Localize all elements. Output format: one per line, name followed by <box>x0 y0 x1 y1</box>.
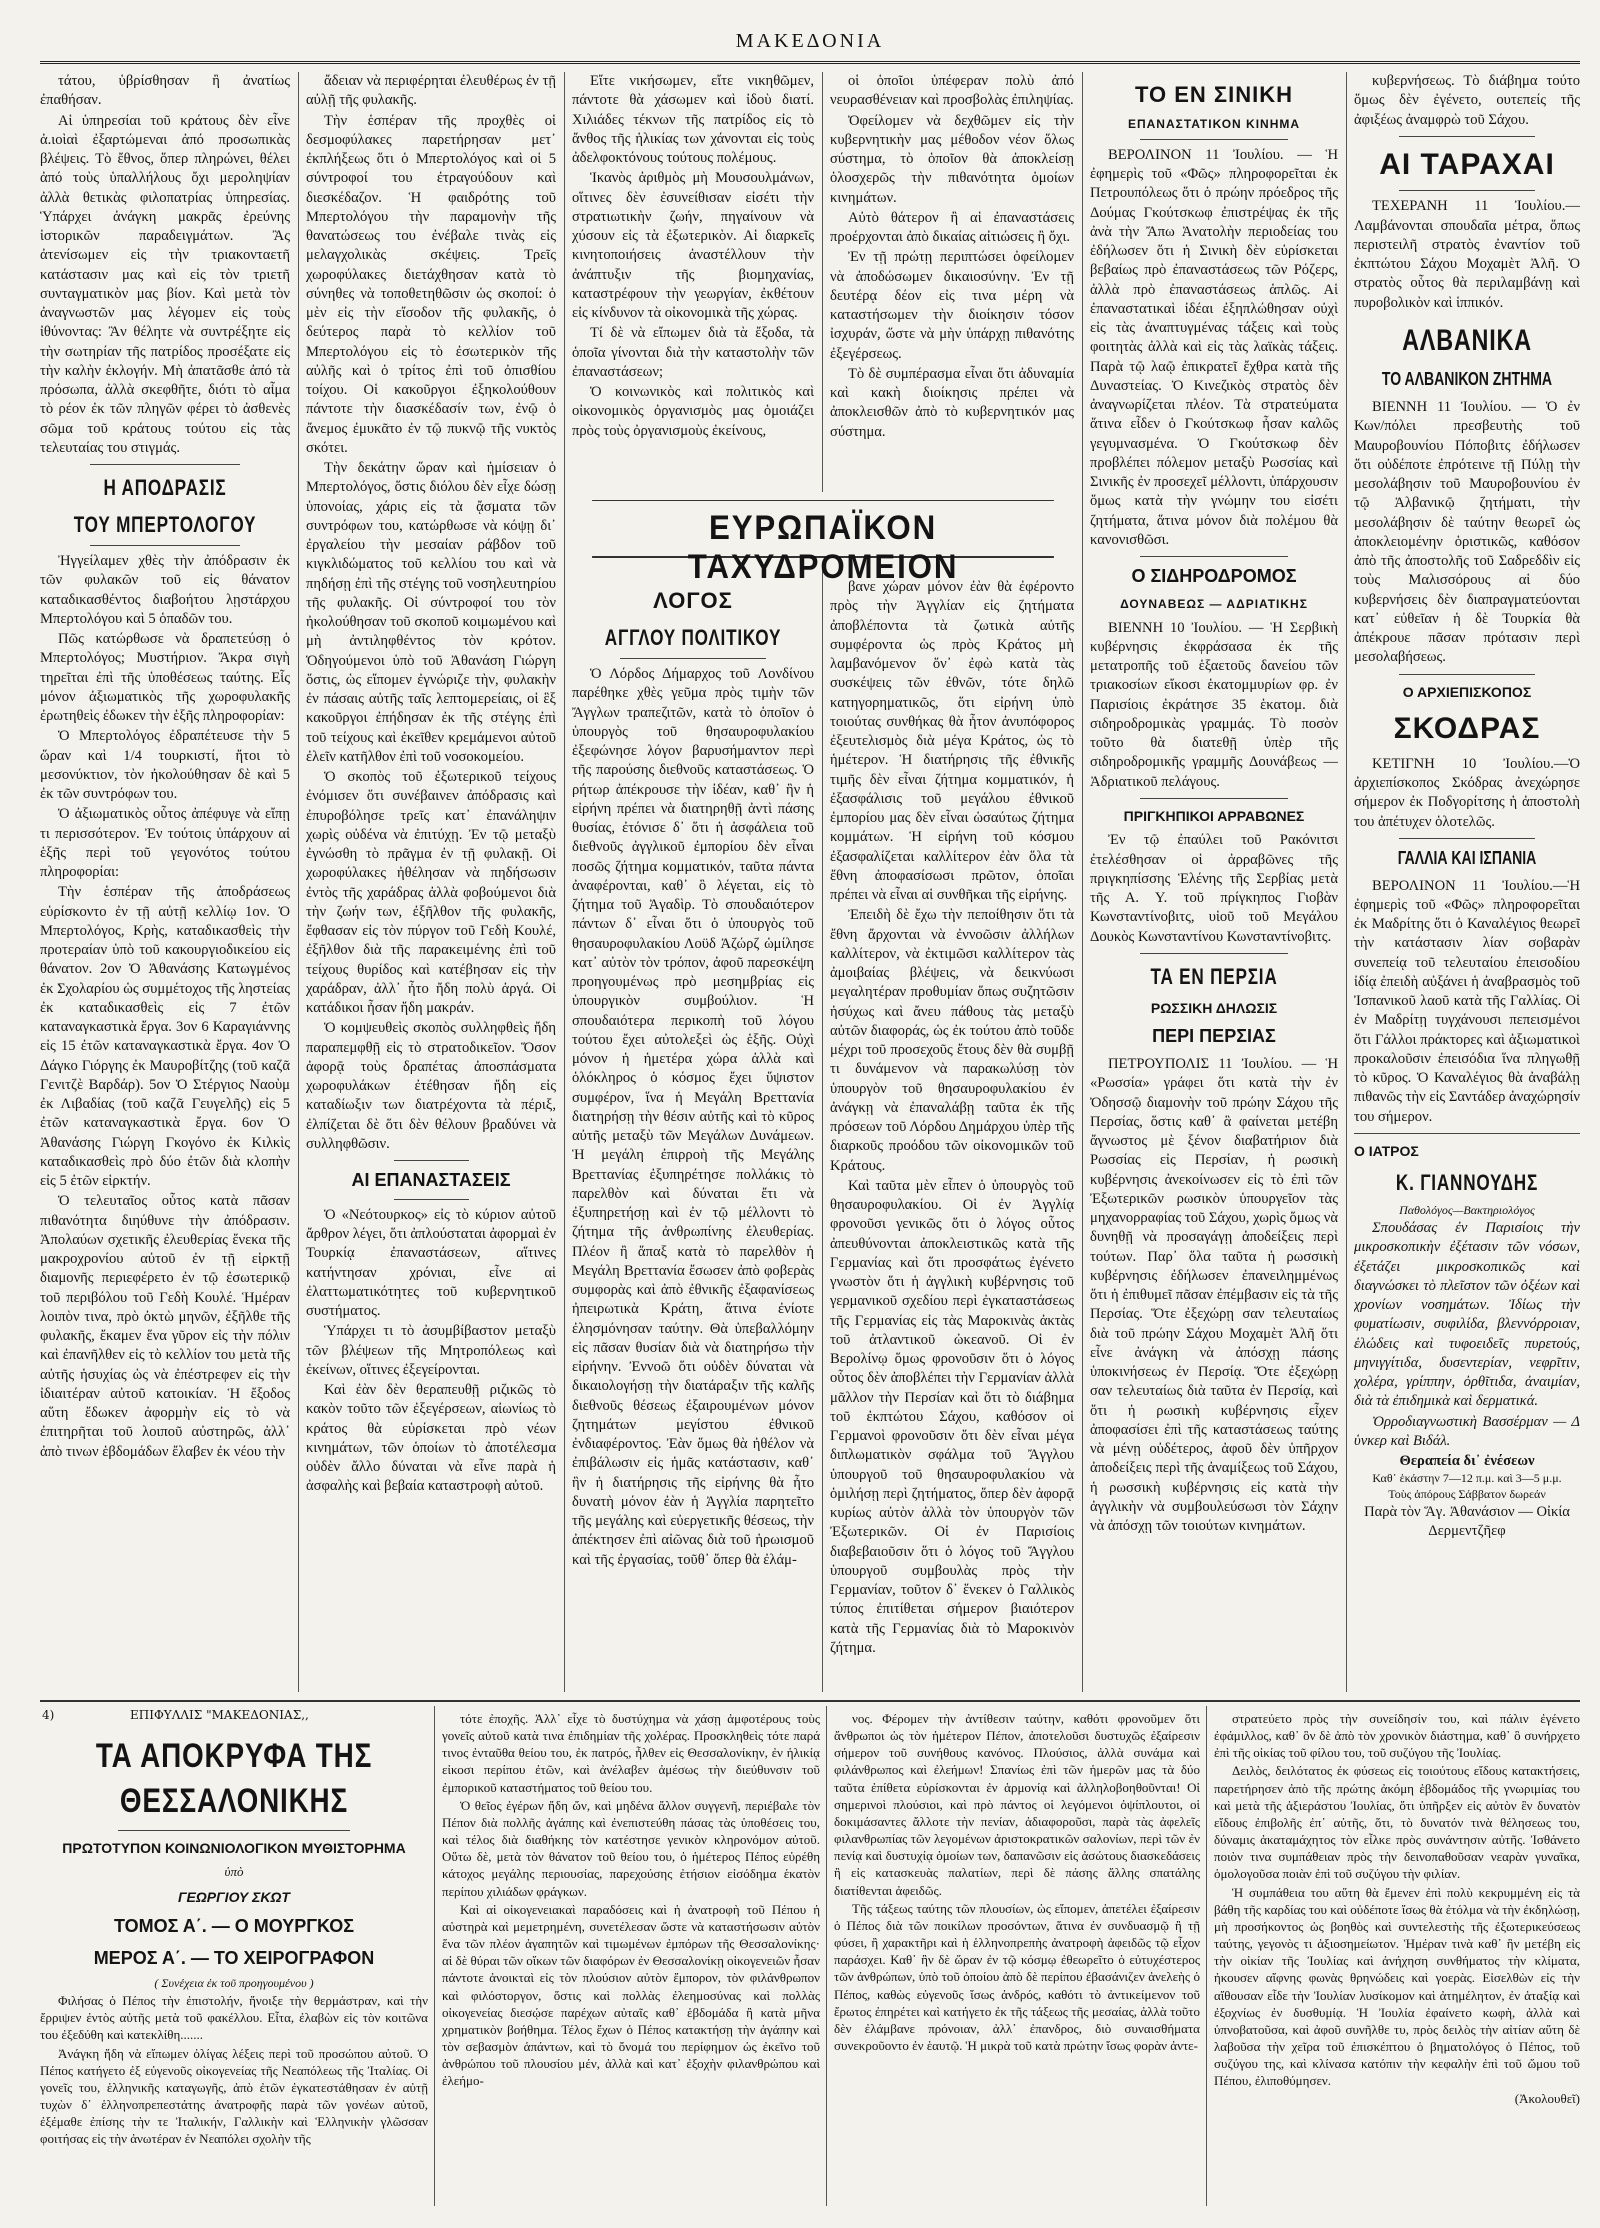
paragraph: ΤΕΧΕΡΑΝΗ 11 Ἰουλίου.—Λαμβάνονται σπουδαῖα μέτρα, ὅπως περιστειλῆ στρατὸς ἐναντίον τοῦ ἐκπτώτου Σάχου Μοχαμὲτ Ἀλῆ. Ὁ στρατὸς οὗτος θὰ περιλαμβάνῃ καὶ πυροβολικὸν καὶ ἱππικόν. <box>1354 198 1580 311</box>
column-2 <box>306 72 556 1692</box>
subheadline: ΔΟΥΝΑΒΕΩΣ — ΑΔΡΙΑΤΙΚΗΣ <box>1120 596 1308 611</box>
paragraph: νος. Φέρομεν τὴν ἀντίθεσιν ταύτην, καθότι φρονοῦμεν ὅτι ἄνθρωποι ὡς τὸν ἡμέτερον Πέπον, ἀποτελοῦσι δυστυχῶς ἐξαίρεσιν σήμερον τοῦ συνήθους κανόνος. Πλούσιος, ἀλλὰ συνάμα καὶ φιλάνθρωπος καὶ ἐλεήμων! Σπανίως ἐπὶ τῶν ἡμερῶν μας τὰ δύο ταῦτα ἐπίθετα εὑρίσκονται ἐν ἁρμονίᾳ καὶ ἀλληλοβοηθοῦνται! Οἱ σημερινοὶ πλούσιοι, καὶ πρὸ πάντος οἱ λεγόμενοι ὀψίπλουτοι, οἱ δοκιμάσαντες ἄλλοτε τὴν πενίαν, ἀδιαφοροῦσι, παρὰ τὰς ἀφελεῖς φιλανθρωπίας τῶν λεγομένων ἀριστοκρατικῶν σαλονίων, περὶ τῶν ἐν πενίᾳ καὶ δυστυχίᾳ ὁμοίων των, δαπανῶσιν εἰς ἀσώτους διασκεδάσεις ἢ εἰς κατασκευὰς παλατίων, περὶ δὲ πάσης ἄλλης σπατάλης διατίθενται ἀφειδῶς. <box>834 1711 1200 1898</box>
column-rule <box>564 72 565 1692</box>
feuilleton-subtitle: ΠΡΩΤΟΤΥΠΟΝ ΚΟΙΝΩΝΙΟΛΟΓΙΚΟΝ ΜΥΘΙΣΤΟΡΗΜΑ <box>62 1839 406 1856</box>
paragraph: Τὴν ἑσπέραν τῆς ἀποδράσεως εὑρίσκοντο ἐν τῇ αὐτῇ κελλίῳ 1ον. Ὁ Μπερτολόγος, Κρὴς, καταδικασθεὶς τὴν προτεραίαν ὑπὸ τοῦ κακουργιοδικείου εἰς θάνατον. 2ον Ὁ Ἀθανάσης Κατωγμένος ἐκ Σχολαρίου ὡς συμμέτοχος τῆς ληστείας ἐκ καταδικασθεὶς εἰς 7 ἐτῶν καταναγκαστικὰ ἔργα. 3ον 6 Καραγιάννης εἰς 15 ἐτῶν καταναγκαστικὰ ἔργα. 4ον Ὁ Δάγκο Γιόργης ἐκ Μαυροβίτζης (τοῦ καζᾶ Γενιτζὲ Βαρδάρ). 5ον Ὁ Στέργιος Ναοὺμ ἐκ Λιβαδίας (τοῦ καζᾶ Γευγελῆς) εἰς 5 ἐτῶν καταναγκαστικὰ ἔργα. 6ον Ὁ Ἀθανάσης Γιώργη Γκογόνο ἐκ Κιλκὶς καταδικασθεὶς πρὸ δύο ἐτῶν διὰ κλοπὴν εἰς 5 ἐτῶν εἱρκτήν. <box>40 884 290 1190</box>
subheadline: ΠΕΡΙ ΠΕΡΣΙΑΣ <box>1152 1026 1276 1047</box>
headline: Ο ΑΡΧΙΕΠΙΣΚΟΠΟΣ <box>1402 683 1532 700</box>
masthead-title: ΜΑΚΕΔΟΝΙΑ <box>735 30 885 52</box>
paragraph: Αὐτὸ θάτερον ἢ αἱ ἐπαναστάσεις προέρχονται ἀπὸ δικαίας αἰτιώσεις ἢ ὄχι. <box>830 209 1074 245</box>
paragraph: Καὶ ἐὰν δὲν θεραπευθῇ ριζικῶς τὸ κακὸν τοῦτο τῶν ἐξεγέρσεων, αἰωνίως τὸ κράτος θὰ εὑρίσκεται πρὸ νέων κινημάτων, τῶν ὁποίων τὸ ἀποτέλεσμα οὐδὲν ἄλλο δύναται νὰ εἶνε παρὰ ἡ ἀσφαλὴς καὶ βεβαία καταστροφὴ αὐτοῦ. <box>306 1382 556 1495</box>
column-rule <box>434 1706 435 2206</box>
paragraph: ΒΕΡΟΛΙΝΟΝ 11 Ἰουλίου. — Ἡ ἐφημερὶς τοῦ «Φῶς» πληροφορεῖται ἐκ Πετρουπόλεως ὅτι ὁ πρώην πρόεδρος τῆς Δούμας Γκούτσκωφ ἐπιστρέψας ἐκ τῆς ἀνὰ τὴν Ἄπω Ἀνατολὴν περιοδείας του ἐδήλωσεν ὅτι ἡ Σινικὴ δὲν εὑρίσκεται βεβαίως πρὸ ἐπαναστάσεως τῶν Ρόζερς, ἀλλὰ πρὸ ἐπαναστάσεως ἁπλῶς. Αἱ ἐπαναστατικαὶ ἰδέαι ἐξηπλώθησαν οὐχὶ εἰς τὰς ἀναπτυγμένας τάξεις καὶ τοὺς φοιτητὰς ἀλλὰ καὶ εἰς τὰς λαϊκὰς τάξεις. Παρὰ τῷ λαῷ ἐπικρατεῖ ἔχθρα κατὰ τῆς Δυναστείας. Ὁ Κινεζικὸς στρατὸς δὲν ἀναγνωρίζεται πλέον. Τὰ στρατεύματα ἅτινα εἶδεν ὁ Γκούτσκωφ ἦσαν καλῶς γεγυμνασμένα. Ὁ Γκούτσκωφ δὲν προβλέπει πόλεμον μεταξὺ Ρωσσίας καὶ Σινικῆς ἐν προσεχεῖ μέλλοντι, ὑπάρχουσιν ὅμως κατὰ τὴν γνώμην του εἰσέτι ζητήματα, ἅτινα μόνον διὰ πολέμου θὰ κανονισθῶσι. <box>1090 146 1338 548</box>
ad-text: Ὀρροδιαγνωστικὴ Βασσέρμαν — Δ ὑνκερ καὶ Βιδάλ. <box>1354 1413 1580 1449</box>
subheadline: ΕΠΑΝΑΣΤΑΤΙΚΟΝ ΚΙΝΗΜΑ <box>1127 117 1301 132</box>
divider <box>90 545 240 546</box>
column-6 <box>1354 72 1580 1692</box>
paragraph: Καὶ αἱ οἰκογενειακαὶ παραδόσεις καὶ ἡ ἀνατροφὴ τοῦ Πέπου ἡ αὐστηρὰ καὶ μεμετρημένη, συνετέλεσαν ὥστε νὰ καταστήσωσιν αὐτὸν ἕνα τῶν πλέον ἀγαπητῶν καὶ τιμωμένων ἐμπόρων τῆς Θεσσαλονίκης· αἱ δὲ θύραι τῶν οἴκων τῶν διαφόρων ἐν Θεσσαλονίκῃ οἰκογενειῶν ἦσαν πάντοτε ἀνοικταὶ εἰς τὸν πλούσιον αὐτὸν ἔμπορον, τὸν φιλάνθρωπον καὶ φιλόστοργον, ὅστις καὶ πολλὰς ἐλεημοσύνας καὶ πολλὰς οἰκογενείας διεσῴσε παρέχων αὐταῖς καθ᾽ ἑβδομάδα ἢ κατὰ μῆνα χρηματικὸν βοήθημα. Τέλος ἔχων ὁ Πέπος κατακτήσῃ τὴν ἀγάπην καὶ τὸν σεβασμὸν ἁπάντων, καὶ τὸ ὄνομά του περίφημον ὡς ἐκεῖνο τοῦ ἀνθρώπου τοῦ πλουσίου μέν, ἀλλὰ καὶ κατ᾽ ἐξοχὴν φιλανθρώπου καὶ ἐλεήμο- <box>442 1901 820 2089</box>
divider <box>90 464 240 465</box>
paragraph: Αἱ ὑπηρεσίαι τοῦ κράτους δὲν εἶνε ἀ.ιοὶαὶ ἐξαρτώμεναι ἀπό προσωπικὰς βλέψεις. Τὸ ἔθνος, ὅπερ πληρώνει, θέλει ἀπό τοὺς ὑπαλλήλους ὄχι μεροληψίαν ἀλλὰ θετικὰς φιλοπατρίας ὑπηρεσίας. Ὑπάρχει ἀνάγκη μακρᾶς ἐρεύνης ἱστορικῶν παραδειγμάτων. Ἂς ἀτενίσωμεν εἰς τὴν τριακονταετῆ κατάστασιν μας καὶ εἰς τὸν τριετῆ συνταγματικὸν μας βίον. Καὶ μετὰ τὸν ἀναγνωστῶν μας λέγομεν εἰς τοὺς ἰθύνοντας: Ἂν θέλητε νὰ συντρέξητε εἰς τὴν σωτηρίαν τῆς πατρίδος προσέξατε εἰς τὴν καλὴν ἐκλογήν. Μὴ ἀπατᾶσθε ἀπό τὰ πρόσωπα, ἀλλὰ σκεφθῆτε, διότι τὸ αἷμα τὸ ρέον ἐκ τῶν πληγῶν φέρει τὸ ἀσθενὲς σῶμα τοῦ κράτους τούτου εἰς τὰς τελευταίας του στιγμάς. <box>40 112 290 456</box>
paragraph: Ὁ κοινωνικὸς καὶ πολιτικὸς καὶ οἰκονομικὸς ὀργανισμὸς μας ὁμοιάζει πρὸς τοὺς ὀργανισμοὺς ἐκείνους, <box>572 384 814 439</box>
paragraph: Ὁ θεῖος ἐγέρων ἤδη ὤν, καὶ μηδένα ἄλλον συγγενῆ, περιέβαλε τὸν Πέπον διὰ πολλῆς ἀγάπης καὶ ἐνεπιστεύθη πάσας τὰς ὑποθέσεις του, καὶ τέλος διὰ διαθήκης τὸν κατέστησε γενικὸν κληρονόμον αὐτοῦ. Οὕτω δὲ, μετὰ τὸν θάνατον τοῦ θείου του, ὁ ἡμέτερος Πέπος εὑρέθη κάτοχος μεγάλης περιουσίας, παρεχούσης ἐτήσιον εἰσόδημα ἑκατὸν περίπου χιλιάδων φράγκων. <box>442 1797 820 1899</box>
column-4-bottom <box>830 578 1074 1692</box>
paragraph: Ὁ Λόρδος Δήμαρχος τοῦ Λονδίνου παρέθηκε χθὲς γεῦμα πρὸς τιμὴν τῶν Ἄγγλων τραπεζιτῶν, κατὰ τὸ ὁποῖον ὁ ὑπουργὸς τοῦ θησαυροφυλακίου ἐξεφώνησε λόγον βαρυσήμαντον περὶ τῆς παρούσης διεθνοῦς καταστάσεως. Ὁ ρήτωρ ἀπέκρουσε τὴν ἰδέαν, καθ᾽ ἣν ἡ εἰρήνη πρέπει νὰ διατηρηθῇ ἀντὶ πάσης θυσίας, ἐτόνισε δ᾽ ὅτι ἡ ἀσφάλεια τοῦ διεθνοῦς ἀγγλικοῦ ἐμπορίου δὲν εἶναι ποσῶς ζήτημα κομματικόν, ταῦτα πάντα ἀναφέρονται, καθ᾽ ὃ λέγεται, εἰς τὸ ζήτημα τοῦ Ἀγαδὶρ. Τὸ σπουδαιότερον πάντων δ᾽ εἶναι ὅτι ὁ ὑπουργὸς τοῦ θησαυροφυλακίου Λοϋδ Ἀζώρζ ὡμίλησε κατ᾽ αὐτὸν τὸν τρόπον, ἀφοῦ παρεσκέψη προηγουμένως πρὸ μεσημβρίας εἰς ὑπουργικὸν συμβούλιον. Ἡ σπουδαιότερα περικοπὴ τοῦ λόγου τούτου ἔχει αὐτολεξεὶ ὡς ἑξῆς. Οὐχὶ μόνον ἡ ἡμετέρα χώρα ἀλλὰ καὶ ὁλόκληρος ὁ κόσμος ἔχει ὕψιστον συμφέρον, ἵνα ἡ Μεγάλη Βρεττανία διατηρήσῃ τὴν θέσιν αὐτῆς καὶ τὸ κῦρος αὐτῆς μεταξὺ τῶν Μεγάλων Δυνάμεων. Ἡ μεγάλη ἐπιρροὴ τῆς Μεγάλης Βρεττανίας ἐξυπηρέτησε πολλάκις τὸ παρελθὸν καὶ δύναται ἔτι νὰ ἐξυπηρετήσῃ καὶ ἐν τῷ μέλλοντι τὸ ζήτημα τῆς ἀνθρωπίνης ἐλευθερίας. Πλέον ἢ ἅπαξ κατὰ τὸ παρελθὸν ἡ Μεγάλη Βρεττανία ἔσωσεν ἀπὸ φοβερὰς συμφορὰς καὶ ἀπὸ ἐθνικῆς ἐξαφανίσεως ἠπειρωτικὰ Κράτη, ἅτινα ἐνίοτε ἐλησμόνησαν ταύτην. Θὰ ὑπεβαλλόμην εἰς πᾶσαν θυσίαν διὰ νὰ διατηρήσω τὴν εἰρήνην. Ἐννοῶ ὅτι οὐδὲν δύναται νὰ δικαιολογήσῃ τὴν διατάραξιν τῆς καλῆς διεθνοῦς θέσεως ἐξαιρουμένων μόνον ζητημάτων μεγίστου ἐθνικοῦ ἐνδιαφέροντος. Ἐὰν ὅμως θὰ ἠθέλον νὰ ἐπιβάλωσιν εἰς ἡμᾶς κατάστασιν, καθ᾽ ἣν ἡ διατήρησις τῆς εἰρήνης θὰ ἦτο δυνατὴ μόνον ἐὰν ἡ Ἀγγλία παρητεῖτο τῆς μεγάλης καὶ εὐεργετικῆς θέσεως, τὴν ἀπέκτησεν ἐπὶ αἰῶνας διὰ τοῦ ἡρωισμοῦ καὶ τῆς ἐργασίας, τοῦθ᾽ ὅπερ θὰ ἐλάμ- <box>572 666 814 1568</box>
paragraph: Ὀφείλομεν νὰ δεχθῶμεν εἰς τὴν κυβερνητικὴν μας μέθοδον νέον ὅλως σύστημα, τὸ ὁποῖον θὰ ἀποκλείσῃ ὁλοσχερῶς τὴν πιθανότητα ὁμοίων κινημάτων. <box>830 112 1074 206</box>
paragraph: Ὁ «Νεότουρκος» εἰς τὸ κύριον αὐτοῦ ἄρθρον λέγει, ὅτι ἀπλούσταται ἀφορμαὶ ἐν Τουρκίᾳ ἐπαναστάσεων, αἵτινες κατήντησαν χρόνιαι, εἶνε αἱ ἐλαττωματικότητες τοῦ κυβερνητικοῦ συστήματος. <box>306 1206 556 1319</box>
paragraph: Ἐν τῇ πρώτῃ περιπτώσει ὀφείλομεν νὰ ἀποδώσωμεν δικαιοσύνην. Ἐν τῇ δευτέρᾳ δέον εἰς τινα μέρη νὰ καταστήσωμεν τὴν διοίκησιν τόσον ἰσχυράν, ὥστε νὰ μὴν ὑπάρχῃ πιθανότης ἐξεγέρσεως. <box>830 249 1074 362</box>
paragraph: ΚΕΤΙΓΝΗ 10 Ἰουλίου.—Ὁ ἀρχιεπίσκοπος Σκόδρας ἀνεχώρησε σήμερον ἐκ Ποδγορίτσης ἡ ἀποστολὴ του ἀπέτυχεν ὁλοτελῶς. <box>1354 755 1580 830</box>
feuilleton-column-3 <box>834 1710 1200 2210</box>
headline: ΣΚΟΔΡΑΣ <box>1393 712 1541 746</box>
paragraph: βανε χώραν μόνον ἐὰν θὰ ἐφέροντο πρὸς τὴν Ἀγγλίαν εἰς ζητήματα ἀποβλέποντα τὰ ζωτικὰ αὐτῆς συμφέροντα ὡς πρὸς Κράτος μὴ λαμβανόμενον ὅν᾽ ἐφὼ κατὰ τὰς συσκέψεις τῶν ἐθνῶν, τότε δηλῶ κατηγορηματικῶς, ὅτι εἰρήνη ὑπὸ τοιούτας συνθήκας θὰ ἦτον ἀνυπόφορος ἐξευτελισμὸς διὰ μέγα Κράτος, ὡς τὸ ἡμέτερον. Ἡ διατήρησις τῆς ἐθνικῆς τιμῆς δὲν εἶναι ζήτημα κομματικόν, ἡ ἐξασφάλισις τοῦ μεγάλου ἐθνικοῦ ἐμπορίου μας δὲν εἶναι ὡσαύτως ζήτημα κομμάτων. Ἡ εἰρήνη τοῦ κόσμου ἐξασφαλίζεται καλλίτερον ἐὰν ὅλα τὰ ἔθνη ἀποφασίσωσι πρῶτον, ὁποῖαι πρέπει νὰ εἶναι αἱ συνθῆκαι τῆς εἰρήνης. <box>830 579 1074 903</box>
feuilleton-continuation: ( Συνέχεια ἐκ τοῦ προηγουμένου ) <box>154 1976 314 1991</box>
column-1 <box>40 72 290 1692</box>
divider <box>394 1160 469 1161</box>
paragraph: Ἐν τῷ ἐπαύλει τοῦ Ρακόνιτσι ἐτελέσθησαν οἱ ἀρραβῶνες τῆς πριγκηπίσσης Ἑλένης τῆς Σερβίας μετὰ τῆς Α. Υ. τοῦ πρίγκηπος Γιοβὰν Κωνσταντίνοβιτς, υἱοῦ τοῦ Μεγάλου Δουκὸς Κωνσταντίνου Κωνσταντίνοβιτς. <box>1090 832 1338 945</box>
page-number: 4) <box>42 1708 55 1722</box>
paragraph: Ἱκανὸς ἀριθμὸς μὴ Μουσουλμάνων, οἵτινες δὲν ἐσυνείθισαν εἰσέτι τὴν στρατιωτικὴν ζωήν, πηγαίνουν νὰ χύσουν εἰς τὰ ἐξωτερικὸν. Αἱ διαρκεῖς κινητοποιήσεις ἀναστέλλουν τὴν ἀνάπτυξιν τῆς βιομηχανίας, καταστρέφουν τὴν γεωργίαν, ἐκθέτουν εἰς κίνδυνον τὰ οἰκονομικὰ τῆς χώρας. <box>572 170 814 321</box>
column-rule <box>822 72 823 492</box>
divider <box>1140 556 1289 557</box>
divider <box>1399 136 1535 137</box>
feuilleton-column-4 <box>1214 1710 1580 2210</box>
paragraph: Τί δὲ νὰ εἴπωμεν διὰ τὰ ἔξοδα, τὰ ὁποῖα γίνονται διὰ τὴν καταστολὴν τῶν ἐπαναστάσεων; <box>572 325 814 380</box>
ad-subtitle: Παθολόγος—Βακτηριολόγος <box>1399 1203 1535 1218</box>
paragraph: τάτου, ὑβρίσθησαν ἢ ἀνατίως ἐπαθήσαν. <box>40 73 290 109</box>
paragraph: Φιλήσας ὁ Πέπος τὴν ἐπιστολήν, ἤνοιξε τὴν θερμάστραν, καὶ τὴν ἔρριψεν ἐντὸς αὐτῆς μετὰ τοῦ φακέλλου. Εἶτα, ἐλαβὼν εἰς τὸν κοιτῶνα του ἐξεδύθη καὶ κατεκλίθη....... <box>40 1993 428 2043</box>
feuilleton-tome: ΤΟΜΟΣ Α΄. — Ο ΜΟΥΡΓΚΟΣ <box>113 1915 355 1936</box>
headline: ΠΡΙΓΚΗΠΙΚΟΙ ΑΡΡΑΒΩΝΕΣ <box>1123 807 1305 824</box>
divider <box>394 1199 469 1200</box>
column-3-bottom <box>572 578 814 1692</box>
banner-title: ΕΥΡΩΠΑΪΚΟΝ ΤΑΧΥΔΡΟΜΕΙΟΝ <box>687 509 959 586</box>
paragraph: Ὁ τελευταῖος οὗτος κατὰ πᾶσαν πιθανότητα διηύθυνε τὴν ἀπόδρασιν. Ἀπολαύων σχετικῆς ἐλευθερίας ἕνεκα τῆς μακροχρονίου αὐτοῦ ἐν τῇ εἱρκτῇ διαμονῆς περιεφέρετο ἐν τῷ ἐσωτερικῷ τοῦ περιβόλου τοῦ Γεδὴ Κουλέ. Ἡμέραν λοιπὸν τινα, πρὸ ὀκτὼ μηνῶν, ἐξῆλθε τῆς φυλακῆς, ἔκαμεν ἕνα γῦρον εἰς τὴν πόλιν καὶ ἐπανῆλθεν εἰς τὸ κελλίον του μετὰ τῆς αὐτῆς ἡσυχίας ὡς νὰ ἐπέστρεφεν εἰς τὴν ἰδιαιτέραν αὐτοῦ κατοικίαν. Ἡ ἔξοδος αὕτη ἔδωκεν ἀφορμὴν εἰς τὸ νὰ ἐπιτηρῆται τοῦ λοιποῦ αὐστηρῶς, ἀλλ᾽ ἀπὸ τινων ἑβδομάδων ἔλαβεν ἐκ νέου τὴν <box>40 1193 290 1460</box>
headline: ΤΟΥ ΜΠΕΡΤΟΛΟΓΟΥ <box>73 512 257 538</box>
paragraph: ἄδειαν νὰ περιφέρηται ἐλευθέρως ἐν τῇ αὐλῇ τῆς φυλακῆς. <box>306 73 556 109</box>
feuilleton-column-2 <box>442 1710 820 2210</box>
section-banner <box>592 500 1054 586</box>
headline: Η ΑΠΟΔΡΑΣΙΣ <box>103 475 227 500</box>
paragraph: ΒΙΕΝΝΗ 10 Ἰουλίου. — Ἡ Σερβικὴ κυβέρνησις ἐκφράσασα ἐκ τῆς μετατροπῆς τοῦ ἑξαετοῦς δανείου τῶν τριακοσίων εἴκοσι ἑκατομμυρίων φρ. ἐν Παρισίοις ἐκράτησε 35 ἑκατομ. διὰ σιδηροδρομικὰς γραμμάς. Τὸ ποσὸν τοῦτο θὰ διατεθῇ ὑπὲρ τῆς σιδηροδρομικῆς γραμμῆς Δουνάβεως — Ἀδριατικοῦ πελάγους. <box>1090 619 1338 790</box>
column-5 <box>1090 72 1338 1692</box>
paragraph: Εἴτε νικήσωμεν, εἴτε νικηθῶμεν, πάντοτε θὰ χάσωμεν καὶ ἰδοὺ διατί. Χιλιάδες τέκνων τῆς πατρίδος εἰς τὸ ἄνθος τῆς ἡλικίας των χάνονται εἰς τοὺς ἀδελφοκτόνους τούτους πολέμους. <box>572 73 814 166</box>
ad-address: Παρὰ τὸν Ἅγ. Ἀθανάσιον — Οἰκία Δερμεντζῆεφ <box>1364 1503 1570 1540</box>
feuilleton-label: ΕΠΙΦΥΛΛΙΣ "ΜΑΚΕΔΟΝΙΑΣ,, <box>130 1708 309 1722</box>
headline: ΛΟΓΟΣ <box>653 588 733 613</box>
paragraph: Ὁ Μπερτολόγος ἐδραπέτευσε τὴν 5 ὥραν καὶ 1/4 τουρκιστί, ἤτοι τὸ μεσονύκτιον, τὸν ἠκολούθησαν δὲ καὶ 5 ἐκ τῶν συντρόφων του. <box>40 728 290 803</box>
paragraph: Τὴν ἑσπέραν τῆς προχθὲς οἱ δεσμοφύλακες παρετήρησαν μετ᾽ ἐκπλήξεως ὅτι ὁ Μπερτολόγος καὶ οἱ 5 σύντροφοί του ἐτραγούδουν καὶ διεσκέδαζον. Ἡ φαιδρότης τοῦ Μπερτολόγου τὴν παραμονὴν τῆς θανατώσεως του ἐνέβαλε τινὰς εἰς μελαγχολικὰς σκέψεις. Τρεῖς χωροφύλακες διετάχθησαν κατὰ τὸ σύνηθες νὰ τοποθετηθῶσιν ὡς σκοποί: ὁ μὲν εἰς τὴν εἴσοδον τῆς φυλακῆς, ὁ δεύτερος παρὰ τὸ κελλίον τοῦ Μπερτολόγου εἰς τὸ ἐσωτερικὸν τῆς αὐλῆς καὶ ὁ τρίτος ἐπὶ τοῦ ὀπισθίου τοίχου. Οἱ κακοῦργοι ἐξηκολούθουν πάντοτε τὴν διασκέδασίν των, ἐνῷ ὁ ἄνεμος ἐμυκᾶτο ἐν τῷ πυκνῷ τῆς νυκτὸς σκότει. <box>306 112 556 456</box>
paragraph: Δειλὸς, δειλότατος ἐκ φύσεως εἰς τοιούτους εἴδους κατακτήσεις, παρετήρησεν ἀπὸ τῆς πρώτης ἀκόμη ἑβδομάδος τῆς γνωριμίας του καὶ μετὰ τῆς ἀξιεράστου Ἰουλίας, ὅτι ὑπῆρξεν εἰς αὐτὸν ἓν δυνατὸν εἴδους ἐπιβολῆς ἐπ᾽ αὐτῆς, ὅτι, τὸ δυνατόν τινὰ θέλησεως του, δύναμις ἀκαταμάχητος τὸν εἶλκε πρὸς συνάντησιν αὐτῆς. Ἰσθάνετο ποιὸν τινα συμπάθειαν πρὸς τὴν δεινοπαθοῦσαν νεαρὰν γυναῖκα, ὁμολογοῦσα ποιὰν ἐπὶ τοῦ συζύγου τὴν φιλίαν. <box>1214 1763 1580 1882</box>
column-rule <box>1082 72 1083 1692</box>
headline: Ο ΣΙΔΗΡΟΔΡΟΜΟΣ <box>1131 566 1297 587</box>
feuilleton-column-1 <box>40 1730 428 2210</box>
divider <box>118 1830 351 1831</box>
paragraph: ΠΕΤΡΟΥΠΟΛΙΣ 11 Ἰουλίου. — Ἡ «Ρωσσία» γράφει ὅτι κατὰ τὴν ἐν Ὀδησσῷ διαμονὴν τοῦ πρώην Σάχου τῆς Περσίας, ὅστις καθ᾽ ἃ φαίνεται μετέβη ἄγνωστος μὲ ξένον διαβατήριον διὰ Ρωσσίας εἰς Περσίαν, ἡ ρωσικὴ κυβέρνησις ἀνεκοίνωσεν εἰς τὸ ἐπὶ τῶν Ἐξωτερικῶν ρωσικὸν ὑπουργεῖον τὰς μηχανορραφίας τοῦ Σάχου, χωρὶς ὅμως νὰ δυνηθῇ νὰ προσαγάγῃ ἀποδείξεις περὶ τούτων. Παρ᾽ ὅλα ταῦτα ἡ ρωσσικὴ κυβέρνησις ἐδήλωσεν ἐπανειλημμένως ὅτι ἡ ἐπιθυμεῖ πᾶσαν ἐπέμβασιν εἰς τὰ τῆς Περσίας. Ὅτε ἐξεχώρῃ σαν τελευταίως διὰ τοῦ πρώην Σάχου Μοχαμὲτ Ἀλῆ ὅτι εἶνε ἀνάγκη νὰ ἀπόσχῃ πάσης ὑποκινήσεως ἐν Περσίᾳ. Ὅτε ἐξεχώρῃ σαν τελευταίως διὰ ταῦτα ἐν Περσίᾳ, καὶ ὅτι ἡ ρωσικὴ κυβέρνησις εἶχεν ἀποφασίσει ἐπὶ τῆς καταστάσεως ταύτης νὰ μένῃ οὐδέτερος, ἀφοῦ δὲν ὑπῆρχον ἀποδείξεις περὶ τῆς ἀναμίξεως τοῦ Σάχου, ἡ ρωσσικὴ κυβέρνησις εἰς κατὰ τὴν ἀγγλικὴν νὰ συμβουλεύσωσι τὸν Σάχην νὰ ἀπόσχῃ τῶν τοιούτων κινημάτων. <box>1090 1056 1338 1535</box>
subheadline: ΤΟ ΑΛΒΑΝΙΚΟΝ ΖΗΤΗΜΑ <box>1381 369 1553 390</box>
divider <box>1399 674 1535 675</box>
feuilleton-author: ΓΕΩΡΓΙΟΥ ΣΚΩΤ <box>178 1889 290 1906</box>
paragraph: κυβερνήσεως. Τὸ διάβημα τούτο ὅμως δὲν ἐγένετο, ουτεπείς τῆς ἀφιξέως ἀναμφρὼ τοῦ Σάχου. <box>1354 73 1580 128</box>
feuilleton-by: ὑπὸ <box>224 1864 244 1880</box>
ad-name: Κ. ΓΙΑΝΝΟΥΔΗΣ <box>1395 1170 1539 1196</box>
paragraph: ΒΕΡΟΛΙΝΟΝ 11 Ἰουλίου.—Ἡ ἐφημερὶς τοῦ «Φῶς» πληροφορεῖται ἐκ Μαδρίτης ὅτι ὁ Καναλέγιος θεωρεῖ τὴν κατάστασιν λίαν σοβαρὰν συνεπείᾳ τοῦ τελευταίου ἐπεισοδίου ἰδίᾳ ἐπειδὴ αὐξάνει ἡ ἀναβρασμὸς τοῦ Ἰσπανικοῦ λαοῦ κατὰ τῆς Γαλλίας. Οἱ ἐν Μαδρίτῃ τυγχάνουσι πεπεισμένοι ὅτι Γάλλοι πράκτορες καὶ ἀξιωματικοὶ προκαλοῦσιν ἐπεισόδια ἵνα πληγωθῇ τὸ κῦρος. Ὁ Καναλέγιος θὰ ἀναβάλῃ πιθανῶς τὴν εἰς Σαντάδερ ἀναχώρησίν του σήμερον. <box>1354 877 1580 1125</box>
divider <box>1399 838 1535 839</box>
paragraph: Τῆς τάξεως ταύτης τῶν πλουσίων, ὡς εἴπομεν, ἀπετέλει ἐξαίρεσιν ὁ Πέπος διὰ τῶν ποικίλων προσόντων, ἅτινα ἐν συνδυασμῷ ἢ τῇ φύσει, ἢ χαρακτῆρι καὶ ἡ ἑλληνοπρεπὴς ἀνατροφὴ ἀφειδῶς τῷ εἶχον παράσχει. Καθ᾽ ἣν δὲ ὥραν ἐν τῷ κόσμῳ ἐθεωρεῖτο ὁ εὐτυχέστερος τῶν ἀνθρώπων, ὑπὸ τοῦ ὁποίου ἀπὸ δὲ περίπου ἐβασάνιζεν ἀνελεὴς ὁ Πέπος, καθὼς εὐγενοῦς ἴσως ἀνδρός, καθότι τὸ ἀντικείμενον τοῦ ἔρωτος ἐπηρέτει καὶ κατήγετο ἐκ τῆς τάξεως τῆς μεσαίας, ἀλλὰ τοῦτο δὲν ἐλάμβανε πρόνοιαν, ἀλλ᾽ ἐπανδρος, διὸ συναισθήματα συνεκροῦοντο ἐν ἑαυτῷ. Ἡ μικρὰ τοῦ κατὰ πρώτην ἴσως φορὰν ἀντε- <box>834 1900 1200 2053</box>
paragraph: Πῶς κατώρθωσε νὰ δραπετεύσῃ ὁ Μπερτολόγος; Μυστήριον. Ἄκρα σιγὴ τηρεῖται ἐπὶ τῆς ὑποθέσεως ταύτης. Εἷς μόνον ἀξιωματικὸς τῆς χωροφυλακῆς ἐρωτηθεὶς ἐδωκεν τὴν ἑξῆς πληροφορίαν: <box>40 631 290 725</box>
column-rule <box>822 570 823 1692</box>
paragraph: Ὁ σκοπὸς τοῦ ἐξωτερικοῦ τείχους ἐνόμισεν ὅτι συνέβαινεν ἀπόδρασις καὶ ἐπυροβόλησε τρεῖς κατ᾽ ἐπανάληψιν χωρὶς οὐδένα νὰ ἐπιτύχῃ. Ἐν τῷ μεταξὺ ἐγνώσθη τὸ πρᾶγμα ἐν τῇ φυλακῇ. Οἱ χωροφύλακες ἠθέλησαν νὰ πηδήσωσιν ἐντὸς τῆς χαράδρας ἀλλὰ φοβούμενοι διὰ τὴν ζωήν των, ἐξῆλθον τῆς φυλακῆς, ἔφθασαν εἰς τὸν πύργον τοῦ Γεδὴ Κουλέ, ἐξῆλθον διὰ τῆς παρακειμένης ἐπὶ τοῦ τείχους θυρίδος καὶ κατέβησαν εἰς τὴν χαράδραν, ἀλλ᾽ ἦτο ἤδη πολὺ ἀργά. Οἱ κατάδικοι ἦσαν ἤδη μακράν. <box>306 769 556 1016</box>
paragraph: στρατεύετο πρὸς τὴν συνείδησίν του, καὶ πάλιν ἐγένετο ἐφάμιλλος, καθ᾽ ὃν δὲ ἀπὸ τὸν χρονικὸν διάστημα, καθ᾽ ὃ συνήρχετο ἐπὶ τῆς οἰκίας τοῦ φίλου του, τοῦ συζύγου τῆς Ἰουλίας. <box>1214 1711 1580 1761</box>
divider <box>1140 953 1289 954</box>
masthead <box>40 30 1580 64</box>
ad-label: Ο ΙΑΤΡΟΣ <box>1354 1142 1419 1159</box>
feuilleton-rule <box>40 1700 1580 1702</box>
divider <box>1354 1133 1580 1134</box>
column-3-top <box>572 72 814 492</box>
paragraph: Ἐπειδὴ δὲ ἔχω τὴν πεποίθησιν ὅτι τὰ ἔθνη ἄρχονται νὰ ἐννοῶσιν ἀλλήλων καλλίτερον, νὰ ἐκτιμῶσι καλλίτερον τὰς ἀμοιβαίας βλέψεις, νὰ δεικνύωσι μεγαλητέραν προθυμίαν ὅπως συζητῶσιν ἡσύχως καὶ ἄνευ πάθους τὰς μεταξὺ αὐτῶν διαφοράς, ὡς ἐκ τούτου ἀπὸ τοῦδε μέχρι τοῦ προσεχοῦς ἔτους δὲν θὰ συμβῇ τι δυνάμενον νὰ παρακωλύσῃ τὸν ὑπουργὸν τοῦ θησαυροφυλακίου ἐν ἀνάγκῃ νὰ ἐπαναλάβῃ ταῦτα ἐκ τῆς πρόσεων τοῦ Λόρδου Δημάρχου ὑπὲρ τῆς διαρκοῦς προόδου τῶν οἰκονομικῶν τοῦ Κράτους. <box>830 907 1074 1174</box>
headline: ΑΓΓΛΟΥ ΠΟΛΙΤΙΚΟΥ <box>604 625 782 651</box>
paragraph: Ἀνάγκη ἤδη νὰ εἴπωμεν ὀλίγας λέξεις περὶ τοῦ προσώπου αὐτοῦ. Ὁ Πέπος κατήγετο ἐξ εὐγενοῦς οἰκογενείας τῆς Νεαπόλεως τῆς Ἰταλίας. Οἱ γονεῖς του, ἑλληνικῆς καταγωγῆς, ἀπὸ ἐτῶν ἐγκατεστάθησαν ἐν αὐτῇ τυχὼν δ᾽ ἑλληνοπρεπεστάτης ἀνατροφῆς παρὰ τῶν γονέων αὐτοῦ, ἐξέμαθε ἐπίσης τὴν τε Ἰταλικήν, Γαλλικὴν καὶ Ἑλληνικὴν γλῶσσαν φοιτήσας εἰς τὴν ἀνωτέραν ἐν Νεαπόλει σχολὴν τῆς <box>40 2045 428 2147</box>
ad-hours: Καθ᾽ ἑκάστην 7—12 π.μ. καὶ 3—5 μ.μ. <box>1372 1471 1562 1486</box>
column-rule <box>298 72 299 1692</box>
paragraph: Τὴν δεκάτην ὥραν καὶ ἡμίσειαν ὁ Μπερτολόγος, ὅστις διόλου δὲν εἶχε δώσῃ ὑπονοίας, χάρις εἰς τὰ ᾄσματα τῶν συντρόφων του, κατώρθωσε νὰ κόψῃ δι᾽ ἐργαλείου τὴν μεσαίαν ράβδον τοῦ κιγκλιδώματος τοῦ κελλίου του καὶ νὰ πηδήσῃ ἐπὶ τῆς στέγης τοῦ νοσηλευτηρίου τῆς φυλακῆς. Οἱ σύντροφοί του τὸν ἠκολούθησαν τοῦ σκοποῦ κοιμωμένου καὶ μὴ ἀντιληφθέντος τὸν κρότον. Ὁδηγούμενοι ὑπὸ τοῦ Ἀθανάση Γιώργη ὅστις, ὡς εἴπομεν ἐγνώριζε τὴν, φυλακὴν ἐν πάσαις αὐτῆς ταῖς λεπτομερείαις, οἱ ἓξ κακοῦργοι ἐπήδησαν ἐκ τῆς στέγης ἐπὶ τοῦ τείχους καὶ ἐκεῖθεν κρεμάμενοι αὐτοῦ ἐλεῖν κατῆλθον ἐπὶ τοῦ νοσοκομείου. <box>306 460 556 765</box>
column-4-top <box>830 72 1074 492</box>
column-rule <box>826 1706 827 2206</box>
divider <box>1140 798 1289 799</box>
headline: ΑΛΒΑΝΙΚΑ <box>1402 323 1532 357</box>
ad-text: Σπουδάσας ἐν Παρισίοις τὴν μικροσκοπικὴν ἐξέτασιν τῶν νόσων, ἐξετάζει μικροσκοπικῶς καὶ διαγνώσκει τὸ πλεῖστον τῶν ὀξέων καὶ χρονίων νοσημάτων. Ἰδίως τὴν φυματίωσιν, συφιλίδα, βλεννόρροιαν, ἑλώδεις καὶ τυφοειδεῖς πυρετούς, μηνιγγίτιδα, δυσεντερίαν, νεφρῖτιν, χολέρα, γρίππην, ὀρθῖτιδα, ἀναιμίαν, διὰ τὰ ἐπιδημικὰ καὶ δερματικά. <box>1354 1220 1580 1410</box>
paragraph: Ἠγγείλαμεν χθὲς τὴν ἀπόδρασιν ἐκ τῶν φυλακῶν τοῦ εἰς θάνατον καταδικασθέντος διαβοήτου λῃστάρχου Μπερτολόγου καὶ 5 ὁπαδῶν του. <box>40 553 290 627</box>
ad-days: Τοὺς ἀπόρους Σάββατον δωρεάν <box>1388 1487 1546 1502</box>
column-rule <box>1346 72 1347 1692</box>
headline: ΤΟ ΕΝ ΣΙΝΙΚΗ <box>1134 82 1294 107</box>
feuilleton-title: ΤΑ ΑΠΟΚΡΥΦΑ ΤΗΣ ΘΕΣΣΑΛΟΝΙΚΗΣ <box>95 1737 373 1820</box>
paragraph: Καὶ ταῦτα μὲν εἶπεν ὁ ὑπουργὸς τοῦ θησαυροφυλακίου. Οἱ ἐν Ἀγγλίᾳ φρονοῦσι γενικῶς ὅτι ὁ λόγος οὗτος ἀπευθύνονται ἀποκλειστικῶς κατὰ τῆς Γερμανίας καὶ ὅτι προσφάτως ἐγένετο γνωστὸν ὅτι ἡ ἀγγλικὴ κυβέρνησις τοῦ γερμανικοῦ σχεδίου περὶ ἐγκαταστάσεως τῆς Γερμανίας εἰς τὰς Μαροκινὰς ἀκτὰς τοῦ ἀτλαντικοῦ ὠκεανοῦ. Οἱ ἐν Βερολίνῳ ὅμως φρονοῦσιν ὅτι ὁ λόγος οὗτος δὲν ἀποβλέπει τὴν Γερμανίαν ἀλλὰ μᾶλλον τὴν Περσίαν καὶ ὅτι τὸ διάβημα τοῦ ἐκπτώτου Σάχου, καθόσον οἱ Γερμανοὶ φρονοῦσιν ὅτι δὲν εἶναι μέγα διπλωματικὸν σφάλμα τοῦ Ἄγγλου ὑπουργοῦ τοῦ θησαυροφυλακίου νὰ ὁμιλήσῃ περὶ ζητήματος, ὅπερ δὲν ἀφορᾷ κυρίως αὐτὸν ἀλλὰ τὸν ὑπουργὸν τῶν Ἐξωτερικῶν. Οἱ ἐν Παρισίοις διαβεβαιοῦσιν ὅτι ὁ λόγος τοῦ Ἄγγλου ὑπουργοῦ συμβουλὰς πρὸς τὴν Γερμανίαν, τοῦτον δ᾽ ἕνεκεν ὁ Γαλλικὸς τύπος ἐπιτίθεται σήμερον βιαιότερον κατὰ τῆς Γερμανίας διὰ τὸ Μαροκινὸν ζήτημα. <box>830 1177 1074 1656</box>
headline: ΓΑΛΛΙΑ ΚΑΙ ΙΣΠΑΝΙΑ <box>1397 847 1537 868</box>
subheadline: ΡΩΣΣΙΚΗ ΔΗΛΩΣΙΣ <box>1150 999 1278 1016</box>
paragraph: Ὁ κομψευθεὶς σκοπὸς συλληφθεὶς ἤδη παραπεμφθῇ εἰς τὸ στρατοδικεῖον. Ὅσον ἀφορᾷ τοὺς δραπέτας ἀποσπάσματα χωροφυλάκων ἐτέθησαν ἤδη εἰς καταδίωξιν των διατρέχοντα τὰ πέριξ, ἐλπίζεται δὲ ὅτι δὲν θέλουν βραδύνει νὰ συλληφθῶσιν. <box>306 1020 556 1152</box>
paragraph: Ὑπάρχει τι τὸ ἀσυμβίβαστον μεταξὺ τῶν βλέψεων τῆς Μητροπόλεως καὶ ἐκείνων, οἵτινες ἐξεγείρονται. <box>306 1323 556 1378</box>
to-be-continued: (Ἀκολουθεῖ) <box>1514 2091 1580 2107</box>
divider <box>1399 190 1535 191</box>
paragraph: οἱ ὁποῖοι ὑπέφεραν πολὺ ἀπό νευρασθένειαν καὶ προσβολὰς ἐπιληψίας. <box>830 73 1074 109</box>
ad-therapy: Θεραπεία δι᾽ ἐνέσεων <box>1399 1453 1535 1470</box>
paragraph: τότε ἐποχῆς. Ἀλλ᾽ εἶχε τὸ δυστύχημα νὰ χάσῃ ἀμφοτέρους τοὺς γονεῖς αὐτοῦ κατὰ τινα ἐπιδημίαν τῆς χολέρας. Προσκληθεὶς τότε παρά τινος ἐνταῦθα θείου του, ἐκ πατρός, ἦλθεν εἰς Θεσσαλονίκην, ἐν ἡλικίᾳ εἰκοσι περίπου ἐτῶν, καὶ ἀνέλαβεν ἀμέσως τὴν διεύθυνσιν τοῦ ἐμπορικοῦ καταστήματος τοῦ θείου του. <box>442 1711 820 1795</box>
paragraph: Ἡ συμπάθεια του αὕτη θὰ ἔμενεν ἐπὶ πολὺ κεκρυμμένη εἰς τὰ βάθη τῆς καρδίας του καὶ οὐδέποτε ἴσως θὰ ἐτόλμα νὰ τὴν ἐκδηλώσῃ, μὴ προσήκοντος ὡς βοηθὸς καὶ συντελεστὴς τῆς ἐξωτερικεύσεως ταύτης, γεγονὸς τι ἀξιοσημείωτον. Ἡμέραν τινὰ καθ᾽ ἣν μετέβη εἰς τὴν οἰκίαν τῆς Ἰουλίας καὶ ἀνήχηση συνθήματος τὴν κλίματα, ἠκουσεν αἴφνης φωνὰς θρηνώδεις καὶ γοερὰς. Εἰσελθὼν εἰς τὴν αἴθουσαν εἶδε τὴν Ἰουλίαν λυσίκομον καὶ ἀτημέλητον, ἐν ἀταξίᾳ καὶ ἐξοχνίως ἐν δυσθυμίᾳ. Ἡ Ἰουλία ἐφαίνετο κωφὴ, ἀλλὰ καὶ ὑπνοβατοῦσα, καὶ ἀφοῦ συνῆλθε τυ, πρὸς δειλὸς τὴν αἰτίαν αὕτη δὲ λαβοῦσα τὴν χεῖρα τοῦ ἐπισκέπτου ὁ βηματολόγος ὁ Πέπος, τοῦ συζύγου της, καὶ κλίνασα κατόπιν τὴν κεφαλὴν ἐπὶ τοῦ ὤμου τοῦ Πέπου, ἐλιποθύμησεν. <box>1214 1884 1580 2089</box>
paragraph: Τὸ δὲ συμπέρασμα εἶναι ὅτι ἀδυναμία καὶ κακὴ διοίκησις πρέπει νὰ ἀποκλεισθῶν ἀπὸ τὸ κυβερνητικόν μας σύστημα. <box>830 365 1074 440</box>
divider <box>620 658 765 659</box>
paragraph: ΒΙΕΝΝΗ 11 Ἰουλίου. — Ὁ ἐν Κων/πόλει πρεσβευτὴς τοῦ Μαυροβουνίου Πόποβιτς ἐδήλωσεν ὅτι οὐδέποτε ἐπρότεινε τῇ Πύλῃ τὴν μεσολάβησιν τοῦ Μαυροβουνίου ἐν τῷ Ἀλβανικῷ ζητήματι, τὴν μεσολάβησιν δὲ ταύτην θεωρεῖ ὡς ἀποκλειομένην ὁριστικῶς, καθόσον ἀπὸ τῆς ἀποστολῆς τοῦ Σαδρεδδὶν εἰς τοὺς Μαλισσόρους αἱ δύο κυβερνήσεις δὲν διαπραγματεύονται κατ᾽ εὐθεῖαν ἡ δὲ Τουρκία θὰ ἀπέκρουε πᾶσαν πρότασιν περὶ μεσολαβήσεως. <box>1354 399 1580 666</box>
feuilleton-part: ΜΕΡΟΣ Α΄. — ΤΟ ΧΕΙΡΟΓΡΑΦΟΝ <box>93 1947 375 1968</box>
feuilleton-header <box>40 1734 428 1992</box>
paragraph: Ὁ ἀξιωματικὸς οὗτος ἀπέφυγε νὰ εἴπῃ τι περισσότερον. Ἐν τούτοις ὑπάρχουν αἱ ἑξῆς περὶ τοῦ γεγονότος τούτου πληροφορίαι: <box>40 806 290 881</box>
headline: ΤΑ ΕΝ ΠΕΡΣΙΑ <box>1150 963 1278 989</box>
column-rule <box>1206 1706 1207 2206</box>
headline: ΑΙ ΤΑΡΑΧΑΙ <box>1379 147 1555 181</box>
headline: ΑΙ ΕΠΑΝΑΣΤΑΣΕΙΣ <box>351 1170 511 1190</box>
divider <box>1140 139 1289 140</box>
